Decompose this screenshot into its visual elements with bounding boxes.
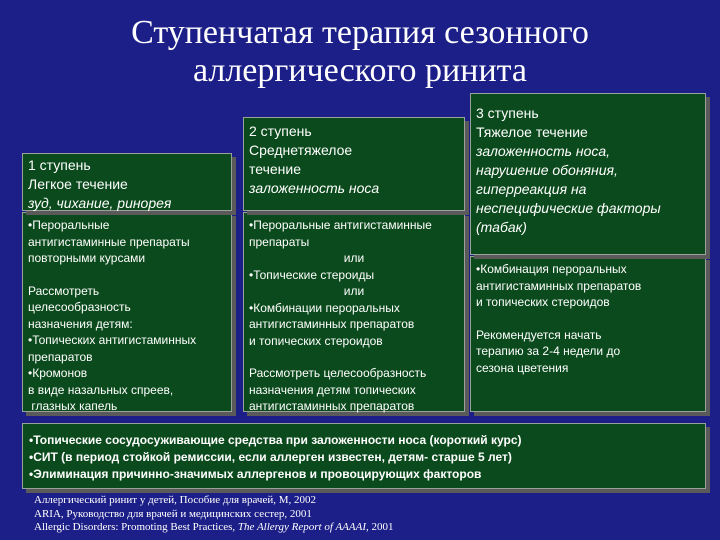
step2-body-line: •Комбинации пероральных bbox=[249, 300, 400, 315]
step3-body-line: и топических стероидов bbox=[476, 295, 610, 309]
step1-body-line: •Топических антигистаминных bbox=[28, 333, 197, 347]
reference-item: ARIA, Руководство для врачей и медицинских сестер, 2001 bbox=[34, 507, 312, 520]
step2-symptoms: заложенность носа bbox=[249, 180, 380, 196]
step1-body-line: Рассмотреть bbox=[28, 283, 100, 298]
title-line-1: Ступенчатая терапия сезонного bbox=[131, 14, 589, 51]
step2-body-line: антигистаминных препаратов bbox=[249, 399, 415, 413]
step3-symptom: (табак) bbox=[476, 219, 527, 235]
step3-body-line: сезона цветения bbox=[476, 360, 569, 375]
step3-body-line: антигистаминных препаратов bbox=[476, 278, 642, 293]
step3-header-line: Тяжелое течение bbox=[476, 124, 588, 140]
step2-body-line: Рассмотреть целесообразность bbox=[249, 366, 427, 380]
step1-header bbox=[22, 153, 232, 211]
step1-body-line: антигистаминные препараты bbox=[28, 234, 190, 249]
step1-body-line: глазных капель bbox=[28, 399, 118, 413]
general-measure-item: •Элиминация причинно-значимых аллергенов и провоцирующих факторов bbox=[29, 467, 482, 481]
step1-body-line: назначения детям: bbox=[28, 316, 133, 331]
step2-body-line: и топических стероидов bbox=[249, 333, 383, 348]
step1-header-line: 1 ступень bbox=[28, 157, 91, 173]
step3-symptom: гиперреакция на bbox=[476, 181, 587, 197]
step3-body-line: •Комбинация пероральных bbox=[476, 262, 627, 276]
step3-symptom: неспецифические факторы bbox=[476, 200, 661, 216]
reference-prefix: Allergic Disorders: Promoting Best Practices, bbox=[34, 521, 238, 533]
reference-year: 2001 bbox=[368, 521, 394, 533]
references bbox=[34, 494, 394, 535]
title-line-2: аллергического ринита bbox=[192, 52, 528, 89]
step3-header bbox=[470, 93, 706, 255]
step1-body-line: в виде назальных спреев, bbox=[28, 382, 174, 397]
step2-header-line: течение bbox=[249, 161, 301, 177]
step2-body bbox=[243, 212, 465, 412]
step3-body-line: Рекомендуется начать bbox=[476, 327, 602, 342]
step1-body-line: целесообразность bbox=[28, 300, 131, 314]
step3-body bbox=[470, 256, 706, 412]
step1-symptoms: зуд, чихание, ринорея bbox=[28, 195, 172, 211]
step1-header-line: Легкое течение bbox=[28, 176, 128, 192]
step1-body-line: препаратов bbox=[28, 349, 93, 364]
reference-item bbox=[34, 521, 394, 535]
step2-or: или bbox=[343, 251, 365, 265]
general-measures-box bbox=[22, 423, 706, 489]
slide-title bbox=[0, 14, 720, 90]
step1-body-line: повторными курсами bbox=[28, 251, 146, 265]
step1-body-line: •Пероральные bbox=[28, 218, 110, 232]
step2-body-line: антигистаминных препаратов bbox=[249, 317, 415, 331]
step3-body-line: терапию за 2-4 недели до bbox=[476, 344, 621, 358]
step2-body-line: назначения детям топических bbox=[249, 382, 416, 397]
step1-body-line: •Кромонов bbox=[28, 366, 88, 380]
step2-or: или bbox=[343, 284, 365, 298]
reference-item: Аллергический ринит у детей, Пособие для врачей, М, 2002 bbox=[34, 494, 316, 506]
step2-body-line: •Пероральные антигистаминные bbox=[249, 218, 432, 232]
step2-body-line: препараты bbox=[249, 234, 310, 249]
step3-symptom: заложенность носа, bbox=[476, 143, 611, 159]
step3-symptom: нарушение обоняния, bbox=[476, 162, 618, 178]
general-measure-item: •Топические сосудосуживающие средства при заложенности носа (короткий курс) bbox=[29, 433, 522, 447]
step1-body bbox=[22, 212, 232, 412]
step3-header-line: 3 ступень bbox=[476, 105, 539, 121]
reference-journal: The Allergy Report of AAAAI, bbox=[237, 521, 369, 533]
step2-header-line: 2 ступень bbox=[249, 123, 312, 139]
general-measure-item: •СИТ (в период стойкой ремиссии, если аллерген известен, детям- старше 5 лет) bbox=[29, 450, 512, 464]
step2-header-line: Среднетяжелое bbox=[249, 142, 353, 158]
step2-body-line: •Топические стероиды bbox=[249, 267, 375, 282]
step2-header bbox=[243, 117, 465, 211]
